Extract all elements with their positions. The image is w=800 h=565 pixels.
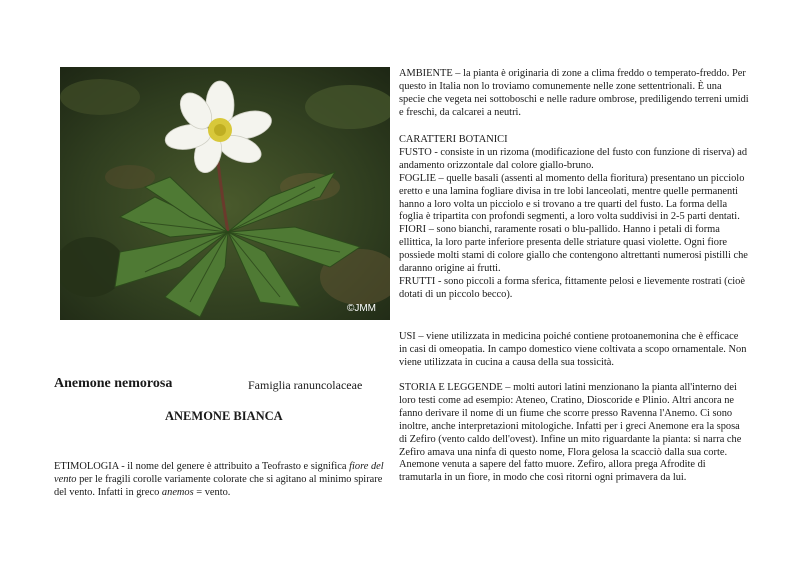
anemone-flower-photo-icon [60, 67, 390, 320]
family-name: Famiglia ranuncolaceae [248, 378, 363, 392]
usi-paragraph: USI – viene utilizzata in medicina poiché contiene protoanemonina che è efficace in casi di omeopatia. In campo domestico viene coltivata a scopo ornamentale. Non viene utilizzata in cucina a causa della sua tossicità. [399, 331, 747, 368]
etimologia-italic-2: anemos [161, 487, 194, 498]
fusto-paragraph: FUSTO - consiste in un rizoma (modificazione del fusto con funzione di riserva) ad andamento orizzontale dal colore giallo-bruno. [399, 146, 748, 171]
etimologia-text-2: per le fragili corolle variamente colorate che si agitano al minimo spirare del vento. Infatti in greco [54, 474, 383, 498]
photo-credit: ©JMM [346, 303, 376, 314]
foglie-paragraph: FOGLIE – quelle basali (assenti al momento della fioritura) presentano un picciolo eretto e una lamina fogliare divisa in tre lobi lanceolati, mentre quelle permanenti hanno a loro volta un picciolo e si trovano a tre quarti del fusto. La forma della foglia è tripartita con profondi segmenti, a loro volta suddivisi in 2-5 parti dentati. [399, 172, 745, 223]
species-name: Anemone nemorosa [54, 376, 173, 391]
etimologia-paragraph [54, 460, 392, 499]
etimologia-italic-1: fiore del vento [54, 461, 384, 485]
etimologia-text-3: = vento. [193, 487, 231, 498]
storia-paragraph: STORIA E LEGGENDE – molti autori latini menzionano la pianta all'interno dei loro testi come ad esempio: Ateneo, Cratino, Dioscoride e Plinio. Altri ancora ne fanno derivare il nome di un fiume che scorre presso Ravenna l'Anemo. Ci sono inoltre, anche interpretazioni mitologiche. Infatti per i greci Anemone era la sposa di Zefiro (vento caldo dell'ovest). Infine un mito riguardante la pianta: si narra che Zefiro amava una ninfa di questo nome, Flora gelosa la scacciò dalla sua corte. Anemone venuta a sapere del fatto muore. Zefiro, allora prega Afrodite di tramutarla in un fiore, in modo che così ritorni ogni primavera da lui. [399, 382, 742, 484]
caratteri-title: CARATTERI BOTANICI [399, 134, 508, 145]
anemone-photo [60, 67, 390, 320]
fiori-paragraph: FIORI – sono bianchi, raramente rosati o blu-pallido. Hanno i petali di forma ellittica, la loro parte inferiore presenta delle striature quasi violette. Ogni fiore possiede molti stami di colore giallo che contengono altrettanti numerosi pistilli che daranno origine ai frutti. [399, 224, 748, 275]
common-name: ANEMONE BIANCA [165, 409, 283, 423]
ambiente-paragraph: AMBIENTE – la pianta è originaria di zone a clima freddo o temperato-freddo. Per questo in Italia non lo troviamo comunemente nelle zone settentrionali. È una specie che vegeta nei sottoboschi e nelle radure ombrose, prediligendo terreni umidi e freschi, da calcarei a neutri. [399, 68, 749, 118]
etimologia-text-1: ETIMOLOGIA - il nome del genere è attribuito a Teofrasto e significa [54, 461, 350, 472]
caratteri-botanici-section [399, 134, 749, 302]
frutti-paragraph: FRUTTI - sono piccoli a forma sferica, fittamente pelosi e lievemente rostrati (cioè dotati di un piccolo becco). [399, 275, 745, 300]
